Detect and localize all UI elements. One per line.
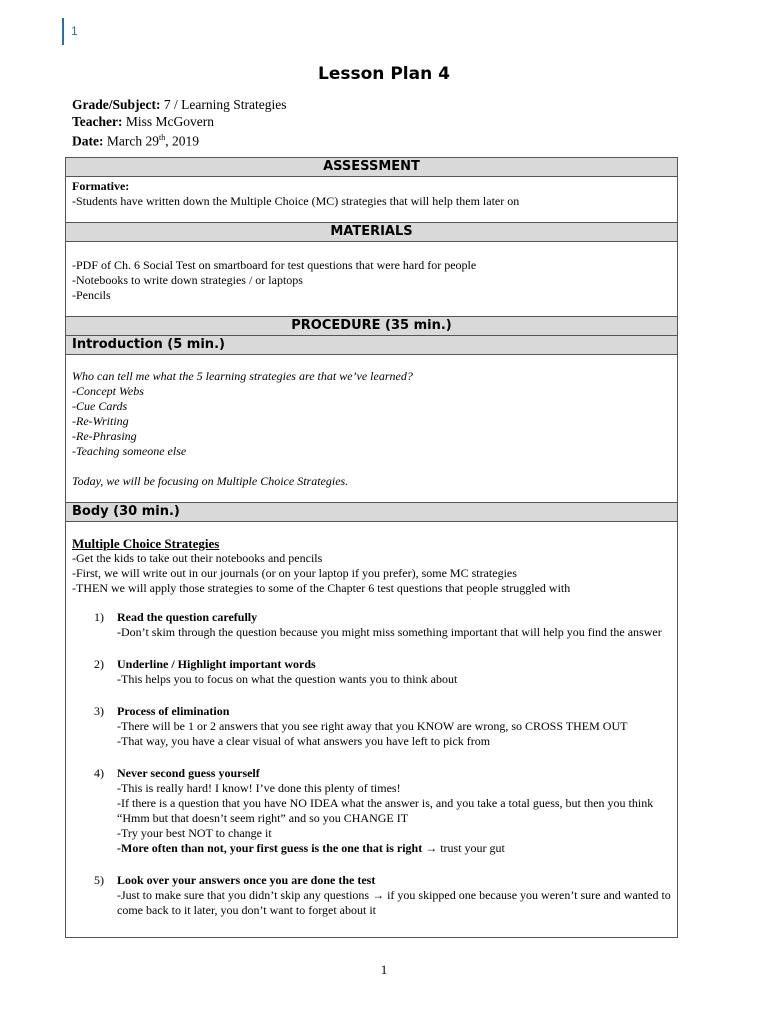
strategy-line: -Just to make sure that you didn’t skip any questions → if you skipped one because you weren’t sure and wanted to come back to it later, you don’t want to forget about it	[117, 888, 671, 917]
teacher-label: Teacher:	[72, 113, 123, 129]
materials-heading: MATERIALS	[66, 223, 678, 242]
strategy-line: -That way, you have a clear visual of what answers you have left to pick from	[117, 734, 491, 748]
strategy-line: -This is really hard! I know! I’ve done this plenty of times!	[117, 781, 401, 795]
strategy-number: 1)	[94, 610, 104, 624]
assessment-cell	[66, 177, 678, 223]
date-label: Date:	[72, 133, 104, 149]
formative-label: Formative:	[72, 179, 130, 193]
body-heading: Body (30 min.)	[66, 503, 678, 522]
strategy-number: 4)	[94, 766, 104, 780]
intro-closing: Today, we will be focusing on Multiple Choice Strategies.	[72, 474, 349, 488]
strategy-item	[94, 704, 671, 749]
strategy-line: -Try your best NOT to change it	[117, 826, 272, 840]
strategy-line: -If there is a question that you have NO IDEA what the answer is, and you take a total guess, but then you think “Hmm but that doesn’t seem right” and so you CHANGE IT	[117, 796, 654, 825]
teacher-row	[72, 114, 286, 131]
strategy-title: Process of elimination	[117, 704, 230, 718]
strategy-item	[94, 657, 671, 687]
material-item: -PDF of Ch. 6 Social Test on smartboard for test questions that were hard for people	[72, 258, 477, 272]
mc-strategies-title: Multiple Choice Strategies	[72, 536, 220, 551]
grade-label: Grade/Subject:	[72, 97, 161, 112]
intro-question: Who can tell me what the 5 learning strategies are that we’ve learned?	[72, 369, 413, 383]
intro-item: -Concept Webs	[72, 384, 144, 398]
teacher-value: Miss McGovern	[125, 113, 214, 129]
strategy-line: -This helps you to focus on what the question wants you to think about	[117, 672, 458, 686]
strategy-key-line	[117, 841, 671, 856]
strategy-bold-line: -More often than not, your first guess is the one that is right	[117, 841, 423, 855]
body-cell	[66, 522, 678, 938]
grade-row	[72, 97, 286, 114]
strategy-title: Read the question carefully	[117, 610, 258, 624]
lesson-meta	[72, 97, 286, 150]
date-suffix: , 2019	[165, 133, 199, 149]
grade-value: 7 / Learning Strategies	[163, 97, 287, 112]
strategy-line: -Don’t skim through the question because you might miss something important that will help you find the answer	[117, 625, 662, 639]
strategy-item	[94, 766, 671, 856]
material-item: -Pencils	[72, 288, 111, 302]
lesson-plan-table	[65, 157, 678, 938]
strategy-line: -There will be 1 or 2 answers that you see right away that you KNOW are wrong, so CROSS THEM OUT	[117, 719, 628, 733]
procedure-heading: PROCEDURE (35 min.)	[66, 317, 678, 336]
strategy-bold-tail: → trust your gut	[422, 841, 505, 855]
materials-cell	[66, 242, 678, 317]
date-prefix: March 29	[106, 133, 159, 149]
intro-item: -Re-Phrasing	[72, 429, 137, 443]
strategy-title: Look over your answers once you are done the test	[117, 873, 376, 887]
introduction-cell	[66, 355, 678, 503]
intro-item: -Re-Writing	[72, 414, 129, 428]
mc-line: -THEN we will apply those strategies to some of the Chapter 6 test questions that people struggled with	[72, 581, 571, 595]
header-page-number: 1	[71, 24, 78, 38]
intro-item: -Cue Cards	[72, 399, 128, 413]
intro-item: -Teaching someone else	[72, 444, 187, 458]
date-row	[72, 130, 286, 150]
footer-page-number: 1	[380, 962, 388, 977]
assessment-heading: ASSESSMENT	[66, 158, 678, 177]
strategy-number: 3)	[94, 704, 104, 718]
formative-text: -Students have written down the Multiple Choice (MC) strategies that will help them later on	[72, 194, 520, 208]
introduction-heading: Introduction (5 min.)	[66, 336, 678, 355]
mc-line: -First, we will write out in our journals (or on your laptop if you prefer), some MC strategies	[72, 566, 517, 580]
strategy-number: 2)	[94, 657, 104, 671]
date-sup: th	[158, 133, 166, 142]
strategy-item	[94, 610, 671, 640]
strategy-title: Underline / Highlight important words	[117, 657, 316, 671]
strategy-title: Never second guess yourself	[117, 766, 260, 780]
page-title: Lesson Plan 4	[318, 64, 450, 84]
strategy-number: 5)	[94, 873, 104, 887]
page-marker	[62, 18, 78, 45]
strategy-item	[94, 873, 671, 918]
material-item: -Notebooks to write down strategies / or laptops	[72, 273, 303, 287]
mc-line: -Get the kids to take out their notebooks and pencils	[72, 551, 323, 565]
